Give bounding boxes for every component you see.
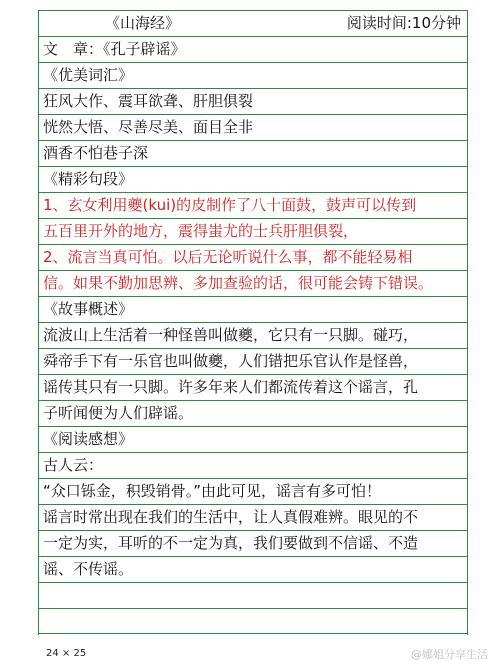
reading-time: 阅读时间:10分钟 xyxy=(346,14,461,32)
grid-size-label: 24 × 25 xyxy=(46,648,87,659)
text-line: 五百里开外的地方，震得蚩尤的士兵肝胆俱裂， xyxy=(39,218,467,244)
watermark: @娜姐分享生活 xyxy=(411,648,488,661)
text-line: 谣传其只有一只脚。许多年来人们都流传着这个谣言，孔 xyxy=(39,374,467,400)
text-line: 1、玄女利用夔(kui)的皮制作了八十面鼓，鼓声可以传到 xyxy=(39,192,467,218)
text-line: 《故事概述》 xyxy=(39,296,467,322)
text-line: 流波山上生活着一种怪兽叫做夔，它只有一只脚。碰巧， xyxy=(39,322,467,348)
text-line: 《阅读感想》 xyxy=(39,426,467,452)
text-line: “众口铄金，积毁销骨。”由此可见，谣言有多可怕！ xyxy=(39,478,467,504)
text-line: 一定为实，耳听的不一定为真，我们要做到不信谣、不造 xyxy=(39,530,467,556)
text-line xyxy=(39,582,467,608)
writing-sheet xyxy=(38,10,468,635)
text-line: 谣、不传谣。 xyxy=(39,556,467,582)
title-row xyxy=(39,10,467,36)
book-title: 《山海经》 xyxy=(105,14,181,32)
text-line xyxy=(39,608,467,634)
text-line: 古人云： xyxy=(39,452,467,478)
text-line: 恍然大悟、尽善尽美、面目全非 xyxy=(39,114,467,140)
text-line: 子听闻便为人们辟谣。 xyxy=(39,400,467,426)
text-line: 文 章：《孔子辟谣》 xyxy=(39,36,467,62)
text-line: 信。如果不勤加思辨、多加查验的话，很可能会铸下错误。 xyxy=(39,270,467,296)
text-line: 《精彩句段》 xyxy=(39,166,467,192)
text-line: 《优美词汇》 xyxy=(39,62,467,88)
text-line: 酒香不怕巷子深 xyxy=(39,140,467,166)
text-line: 谣言时常出现在我们的生活中，让人真假难辨。眼见的不 xyxy=(39,504,467,530)
text-line: 狂风大作、震耳欲聋、肝胆俱裂 xyxy=(39,88,467,114)
text-line: 舜帝手下有一乐官也叫做夔，人们错把乐官认作是怪兽， xyxy=(39,348,467,374)
text-line: 2、流言当真可怕。以后无论听说什么事，都不能轻易相 xyxy=(39,244,467,270)
